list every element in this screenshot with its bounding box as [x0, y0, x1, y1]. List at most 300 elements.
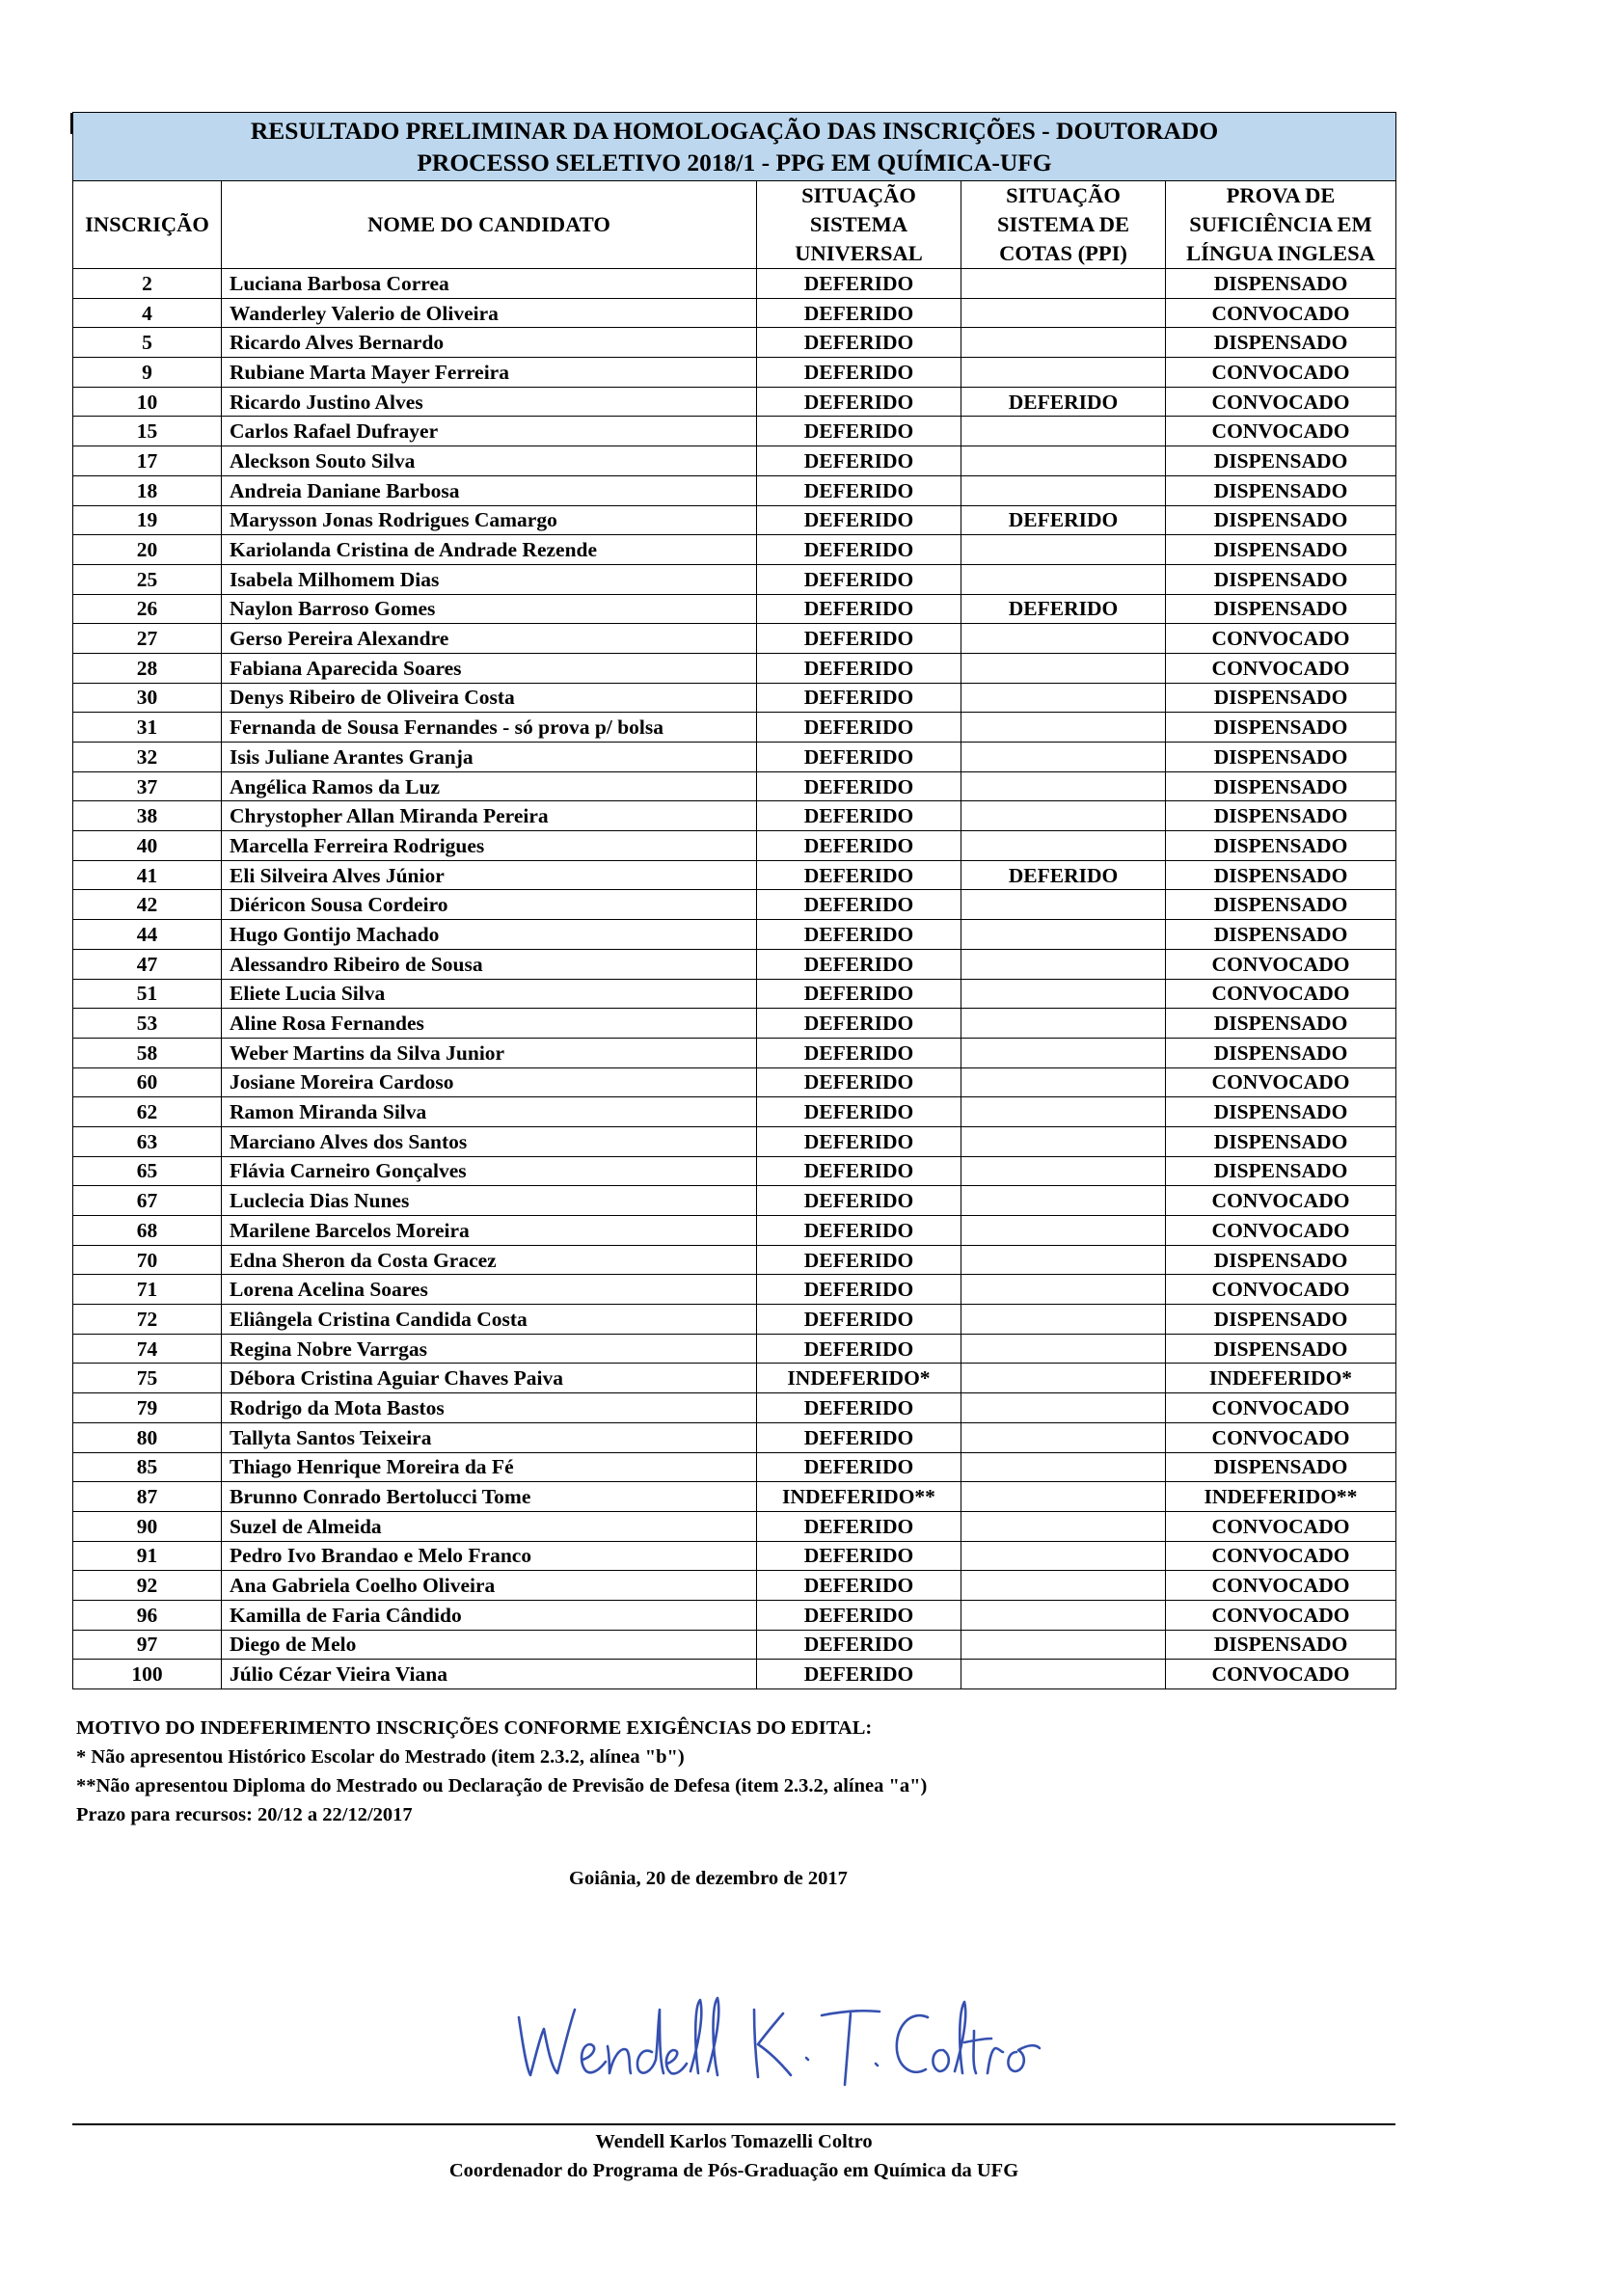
cell-universal: DEFERIDO — [757, 298, 961, 328]
cell-inscricao: 37 — [73, 771, 222, 801]
cell-cotas — [961, 1245, 1166, 1275]
cell-nome: Fabiana Aparecida Soares — [222, 653, 757, 683]
cell-prova: DISPENSADO — [1166, 594, 1396, 624]
cell-cotas — [961, 564, 1166, 594]
cell-prova: CONVOCADO — [1166, 1511, 1396, 1541]
cell-nome: Diéricon Sousa Cordeiro — [222, 890, 757, 920]
note-double-asterisk: **Não apresentou Diploma do Mestrado ou Declaração de Previsão de Defesa (item 2.3.2, alínea "a") — [76, 1775, 928, 1796]
title-line-2: PROCESSO SELETIVO 2018/1 - PPG EM QUÍMICA-UFG — [417, 149, 1052, 176]
cell-inscricao: 42 — [73, 890, 222, 920]
table-row — [73, 713, 1396, 743]
cell-nome: Carlos Rafael Dufrayer — [222, 417, 757, 446]
table-row — [73, 860, 1396, 890]
cell-universal: DEFERIDO — [757, 1600, 961, 1630]
handwritten-signature — [501, 1967, 1042, 2102]
cell-universal: DEFERIDO — [757, 624, 961, 654]
table-row — [73, 1156, 1396, 1186]
note-single-asterisk: * Não apresentou Histórico Escolar do Mestrado (item 2.3.2, alínea "b") — [76, 1746, 685, 1768]
cell-universal: DEFERIDO — [757, 1393, 961, 1423]
cell-cotas — [961, 1334, 1166, 1364]
cell-universal: DEFERIDO — [757, 1541, 961, 1571]
cell-prova: INDEFERIDO* — [1166, 1364, 1396, 1393]
cell-prova: CONVOCADO — [1166, 1393, 1396, 1423]
col-header-prova: PROVA DE SUFICIÊNCIA EM LÍNGUA INGLESA — [1166, 181, 1396, 269]
cell-universal: DEFERIDO — [757, 713, 961, 743]
cell-universal: INDEFERIDO** — [757, 1482, 961, 1512]
cell-universal: INDEFERIDO* — [757, 1364, 961, 1393]
cell-cotas — [961, 475, 1166, 505]
signer-name: Wendell Karlos Tomazelli Coltro — [595, 2131, 873, 2152]
cell-prova: CONVOCADO — [1166, 1660, 1396, 1689]
cell-cotas — [961, 417, 1166, 446]
cell-prova: CONVOCADO — [1166, 417, 1396, 446]
table-row — [73, 1216, 1396, 1246]
cell-prova: CONVOCADO — [1166, 1422, 1396, 1452]
table-row — [73, 1571, 1396, 1601]
table-row — [73, 1245, 1396, 1275]
signature-line — [72, 2123, 1395, 2125]
cell-nome: Marciano Alves dos Santos — [222, 1126, 757, 1156]
table-row — [73, 1009, 1396, 1039]
cell-prova: CONVOCADO — [1166, 1600, 1396, 1630]
cell-cotas — [961, 920, 1166, 950]
cell-nome: Hugo Gontijo Machado — [222, 920, 757, 950]
cell-nome: Denys Ribeiro de Oliveira Costa — [222, 683, 757, 713]
table-row — [73, 358, 1396, 388]
cell-prova: DISPENSADO — [1166, 831, 1396, 861]
cell-prova: CONVOCADO — [1166, 387, 1396, 417]
cell-inscricao: 38 — [73, 801, 222, 831]
cell-nome: Tallyta Santos Teixeira — [222, 1422, 757, 1452]
cell-universal: DEFERIDO — [757, 949, 961, 979]
table-row — [73, 505, 1396, 535]
cell-cotas — [961, 1038, 1166, 1067]
cell-inscricao: 19 — [73, 505, 222, 535]
cell-inscricao: 31 — [73, 713, 222, 743]
cell-nome: Pedro Ivo Brandao e Melo Franco — [222, 1541, 757, 1571]
cell-inscricao: 9 — [73, 358, 222, 388]
table-row — [73, 1126, 1396, 1156]
cell-nome: Isabela Milhomem Dias — [222, 564, 757, 594]
cell-cotas — [961, 1422, 1166, 1452]
cell-cotas — [961, 1009, 1166, 1039]
cell-prova: DISPENSADO — [1166, 1630, 1396, 1660]
cell-nome: Thiago Henrique Moreira da Fé — [222, 1452, 757, 1482]
cell-prova: DISPENSADO — [1166, 269, 1396, 299]
table-row — [73, 564, 1396, 594]
cell-cotas — [961, 535, 1166, 565]
cell-universal: DEFERIDO — [757, 1245, 961, 1275]
cell-universal: DEFERIDO — [757, 1038, 961, 1067]
cell-universal: DEFERIDO — [757, 1452, 961, 1482]
cell-cotas — [961, 1630, 1166, 1660]
table-title — [73, 113, 1396, 181]
cell-universal: DEFERIDO — [757, 269, 961, 299]
table-row — [73, 1097, 1396, 1127]
cell-inscricao: 90 — [73, 1511, 222, 1541]
cell-prova: CONVOCADO — [1166, 1571, 1396, 1601]
cell-universal: DEFERIDO — [757, 1186, 961, 1216]
cell-inscricao: 79 — [73, 1393, 222, 1423]
cell-prova: DISPENSADO — [1166, 564, 1396, 594]
cell-cotas — [961, 1126, 1166, 1156]
cell-universal: DEFERIDO — [757, 860, 961, 890]
table-row — [73, 920, 1396, 950]
results-table — [72, 112, 1396, 1689]
cell-prova: CONVOCADO — [1166, 1275, 1396, 1305]
cell-nome: Ricardo Justino Alves — [222, 387, 757, 417]
place-and-date: Goiânia, 20 de dezembro de 2017 — [569, 1868, 848, 1889]
cell-inscricao: 15 — [73, 417, 222, 446]
cell-inscricao: 62 — [73, 1097, 222, 1127]
cell-inscricao: 30 — [73, 683, 222, 713]
cell-universal: DEFERIDO — [757, 535, 961, 565]
table-row — [73, 387, 1396, 417]
table-row — [73, 1393, 1396, 1423]
cell-universal: DEFERIDO — [757, 743, 961, 772]
cell-inscricao: 60 — [73, 1067, 222, 1097]
table-row — [73, 298, 1396, 328]
cell-cotas — [961, 949, 1166, 979]
table-row — [73, 1334, 1396, 1364]
cell-nome: Ana Gabriela Coelho Oliveira — [222, 1571, 757, 1601]
cell-nome: Edna Sheron da Costa Gracez — [222, 1245, 757, 1275]
cell-prova: DISPENSADO — [1166, 505, 1396, 535]
table-row — [73, 1186, 1396, 1216]
cell-nome: Marilene Barcelos Moreira — [222, 1216, 757, 1246]
cell-nome: Brunno Conrado Bertolucci Tome — [222, 1482, 757, 1512]
table-row — [73, 1630, 1396, 1660]
cell-nome: Suzel de Almeida — [222, 1511, 757, 1541]
cell-inscricao: 2 — [73, 269, 222, 299]
cell-prova: DISPENSADO — [1166, 1452, 1396, 1482]
cell-universal: DEFERIDO — [757, 387, 961, 417]
cell-nome: Chrystopher Allan Miranda Pereira — [222, 801, 757, 831]
cell-universal: DEFERIDO — [757, 475, 961, 505]
cell-inscricao: 47 — [73, 949, 222, 979]
cell-inscricao: 63 — [73, 1126, 222, 1156]
cell-nome: Flávia Carneiro Gonçalves — [222, 1156, 757, 1186]
cell-cotas — [961, 1216, 1166, 1246]
cell-nome: Fernanda de Sousa Fernandes - só prova p/ bolsa — [222, 713, 757, 743]
cell-cotas: DEFERIDO — [961, 505, 1166, 535]
cell-universal: DEFERIDO — [757, 890, 961, 920]
cell-prova: DISPENSADO — [1166, 328, 1396, 358]
cell-prova: CONVOCADO — [1166, 1541, 1396, 1571]
cell-prova: DISPENSADO — [1166, 713, 1396, 743]
cell-prova: DISPENSADO — [1166, 1097, 1396, 1127]
cell-inscricao: 97 — [73, 1630, 222, 1660]
cell-prova: DISPENSADO — [1166, 475, 1396, 505]
col-header-nome: NOME DO CANDIDATO — [222, 181, 757, 269]
table-row — [73, 624, 1396, 654]
cell-nome: Diego de Melo — [222, 1630, 757, 1660]
table-row — [73, 683, 1396, 713]
cell-cotas — [961, 1275, 1166, 1305]
cell-nome: Wanderley Valerio de Oliveira — [222, 298, 757, 328]
title-line-1: RESULTADO PRELIMINAR DA HOMOLOGAÇÃO DAS INSCRIÇÕES - DOUTORADO — [250, 117, 1219, 145]
cell-universal: DEFERIDO — [757, 1216, 961, 1246]
table-row — [73, 979, 1396, 1009]
cell-prova: DISPENSADO — [1166, 1334, 1396, 1364]
cell-cotas — [961, 743, 1166, 772]
cell-inscricao: 26 — [73, 594, 222, 624]
cell-universal: DEFERIDO — [757, 594, 961, 624]
table-row — [73, 653, 1396, 683]
cell-cotas — [961, 890, 1166, 920]
cell-cotas — [961, 358, 1166, 388]
column-header-row — [73, 181, 1396, 269]
cell-inscricao: 58 — [73, 1038, 222, 1067]
cell-universal: DEFERIDO — [757, 801, 961, 831]
cell-universal: DEFERIDO — [757, 653, 961, 683]
table-row — [73, 1511, 1396, 1541]
cell-universal: DEFERIDO — [757, 1009, 961, 1039]
table-row — [73, 1422, 1396, 1452]
table-row — [73, 801, 1396, 831]
cell-nome: Marcella Ferreira Rodrigues — [222, 831, 757, 861]
cell-nome: Regina Nobre Varrgas — [222, 1334, 757, 1364]
cell-cotas: DEFERIDO — [961, 594, 1166, 624]
cell-nome: Eliângela Cristina Candida Costa — [222, 1305, 757, 1335]
cell-universal: DEFERIDO — [757, 1126, 961, 1156]
cell-cotas — [961, 683, 1166, 713]
cell-inscricao: 17 — [73, 446, 222, 476]
cell-nome: Josiane Moreira Cardoso — [222, 1067, 757, 1097]
table-row — [73, 1660, 1396, 1689]
table-row — [73, 771, 1396, 801]
cell-universal: DEFERIDO — [757, 1067, 961, 1097]
cell-prova: DISPENSADO — [1166, 1305, 1396, 1335]
cell-cotas — [961, 1660, 1166, 1689]
cell-universal: DEFERIDO — [757, 1275, 961, 1305]
cell-nome: Luciana Barbosa Correa — [222, 269, 757, 299]
cell-inscricao: 70 — [73, 1245, 222, 1275]
cell-prova: DISPENSADO — [1166, 1126, 1396, 1156]
cell-prova: DISPENSADO — [1166, 801, 1396, 831]
cell-nome: Ricardo Alves Bernardo — [222, 328, 757, 358]
cell-prova: CONVOCADO — [1166, 624, 1396, 654]
cell-inscricao: 75 — [73, 1364, 222, 1393]
cell-nome: Angélica Ramos da Luz — [222, 771, 757, 801]
col-header-inscricao: INSCRIÇÃO — [73, 181, 222, 269]
cell-nome: Rodrigo da Mota Bastos — [222, 1393, 757, 1423]
cell-prova: CONVOCADO — [1166, 1186, 1396, 1216]
cell-prova: DISPENSADO — [1166, 1038, 1396, 1067]
cell-nome: Aline Rosa Fernandes — [222, 1009, 757, 1039]
cell-nome: Naylon Barroso Gomes — [222, 594, 757, 624]
rejection-notes — [76, 1714, 927, 1829]
table-body — [73, 269, 1396, 1689]
cell-nome: Eliete Lucia Silva — [222, 979, 757, 1009]
cell-cotas — [961, 831, 1166, 861]
cell-inscricao: 25 — [73, 564, 222, 594]
cell-universal: DEFERIDO — [757, 1422, 961, 1452]
cell-cotas — [961, 1511, 1166, 1541]
cell-nome: Isis Juliane Arantes Granja — [222, 743, 757, 772]
cell-inscricao: 4 — [73, 298, 222, 328]
table-row — [73, 831, 1396, 861]
cell-universal: DEFERIDO — [757, 831, 961, 861]
cell-inscricao: 65 — [73, 1156, 222, 1186]
cell-prova: CONVOCADO — [1166, 298, 1396, 328]
cell-nome: Kariolanda Cristina de Andrade Rezende — [222, 535, 757, 565]
table-row — [73, 1364, 1396, 1393]
cell-cotas — [961, 1541, 1166, 1571]
cell-universal: DEFERIDO — [757, 1097, 961, 1127]
cell-inscricao: 85 — [73, 1452, 222, 1482]
cell-universal: DEFERIDO — [757, 771, 961, 801]
cell-inscricao: 74 — [73, 1334, 222, 1364]
cell-prova: DISPENSADO — [1166, 1245, 1396, 1275]
cell-universal: DEFERIDO — [757, 1511, 961, 1541]
cell-universal: DEFERIDO — [757, 979, 961, 1009]
cell-nome: Lorena Acelina Soares — [222, 1275, 757, 1305]
cell-inscricao: 96 — [73, 1600, 222, 1630]
signer-role: Coordenador do Programa de Pós-Graduação em Química da UFG — [448, 2160, 1019, 2181]
cell-cotas — [961, 1186, 1166, 1216]
cell-cotas: DEFERIDO — [961, 387, 1166, 417]
cell-prova: DISPENSADO — [1166, 535, 1396, 565]
cell-inscricao: 41 — [73, 860, 222, 890]
cell-cotas — [961, 328, 1166, 358]
cell-inscricao: 44 — [73, 920, 222, 950]
cell-cotas — [961, 979, 1166, 1009]
cell-inscricao: 53 — [73, 1009, 222, 1039]
cell-universal: DEFERIDO — [757, 1156, 961, 1186]
cell-cotas — [961, 653, 1166, 683]
cell-inscricao: 32 — [73, 743, 222, 772]
cell-nome: Andreia Daniane Barbosa — [222, 475, 757, 505]
appeal-deadline: Prazo para recursos: 20/12 a 22/12/2017 — [76, 1804, 413, 1825]
cell-universal: DEFERIDO — [757, 920, 961, 950]
cell-universal: DEFERIDO — [757, 446, 961, 476]
cell-inscricao: 18 — [73, 475, 222, 505]
cell-cotas — [961, 713, 1166, 743]
table-row — [73, 1305, 1396, 1335]
cell-inscricao: 100 — [73, 1660, 222, 1689]
cell-cotas — [961, 801, 1166, 831]
cell-universal: DEFERIDO — [757, 358, 961, 388]
cell-nome: Kamilla de Faria Cândido — [222, 1600, 757, 1630]
table-row — [73, 1600, 1396, 1630]
cell-prova: CONVOCADO — [1166, 358, 1396, 388]
cell-nome: Weber Martins da Silva Junior — [222, 1038, 757, 1067]
cell-inscricao: 92 — [73, 1571, 222, 1601]
cell-inscricao: 10 — [73, 387, 222, 417]
cell-inscricao: 5 — [73, 328, 222, 358]
cell-nome: Marysson Jonas Rodrigues Camargo — [222, 505, 757, 535]
cell-inscricao: 68 — [73, 1216, 222, 1246]
cell-cotas — [961, 1393, 1166, 1423]
cell-cotas — [961, 1305, 1166, 1335]
cell-cotas — [961, 298, 1166, 328]
cell-inscricao: 87 — [73, 1482, 222, 1512]
cell-nome: Eli Silveira Alves Júnior — [222, 860, 757, 890]
cell-cotas — [961, 1364, 1166, 1393]
cell-inscricao: 71 — [73, 1275, 222, 1305]
cell-inscricao: 67 — [73, 1186, 222, 1216]
cell-prova: DISPENSADO — [1166, 771, 1396, 801]
cell-inscricao: 91 — [73, 1541, 222, 1571]
cell-inscricao: 20 — [73, 535, 222, 565]
cell-cotas — [961, 1097, 1166, 1127]
notes-heading: MOTIVO DO INDEFERIMENTO INSCRIÇÕES CONFORME EXIGÊNCIAS DO EDITAL: — [76, 1717, 873, 1739]
table-row — [73, 594, 1396, 624]
cell-prova: DISPENSADO — [1166, 860, 1396, 890]
cell-prova: DISPENSADO — [1166, 1156, 1396, 1186]
table-row — [73, 328, 1396, 358]
cell-prova: DISPENSADO — [1166, 683, 1396, 713]
cell-prova: INDEFERIDO** — [1166, 1482, 1396, 1512]
cell-prova: CONVOCADO — [1166, 979, 1396, 1009]
cell-nome: Rubiane Marta Mayer Ferreira — [222, 358, 757, 388]
cell-universal: DEFERIDO — [757, 505, 961, 535]
cell-nome: Luclecia Dias Nunes — [222, 1186, 757, 1216]
cell-cotas — [961, 1452, 1166, 1482]
cell-inscricao: 51 — [73, 979, 222, 1009]
cell-inscricao: 27 — [73, 624, 222, 654]
cell-inscricao: 40 — [73, 831, 222, 861]
cell-prova: CONVOCADO — [1166, 949, 1396, 979]
cell-cotas — [961, 624, 1166, 654]
cell-universal: DEFERIDO — [757, 564, 961, 594]
cell-cotas — [961, 1067, 1166, 1097]
cell-inscricao: 72 — [73, 1305, 222, 1335]
cell-universal: DEFERIDO — [757, 328, 961, 358]
cell-prova: DISPENSADO — [1166, 446, 1396, 476]
table-row — [73, 743, 1396, 772]
cell-inscricao: 28 — [73, 653, 222, 683]
cell-nome: Júlio Cézar Vieira Viana — [222, 1660, 757, 1689]
cell-prova: DISPENSADO — [1166, 1009, 1396, 1039]
cell-prova: CONVOCADO — [1166, 1216, 1396, 1246]
table-row — [73, 1541, 1396, 1571]
cell-nome: Ramon Miranda Silva — [222, 1097, 757, 1127]
cell-prova: DISPENSADO — [1166, 920, 1396, 950]
table-row — [73, 269, 1396, 299]
cell-cotas — [961, 1156, 1166, 1186]
table-row — [73, 949, 1396, 979]
cell-cotas — [961, 446, 1166, 476]
cell-cotas — [961, 269, 1166, 299]
cell-universal: DEFERIDO — [757, 1660, 961, 1689]
cell-cotas — [961, 771, 1166, 801]
table-row — [73, 417, 1396, 446]
cell-universal: DEFERIDO — [757, 1334, 961, 1364]
table-row — [73, 475, 1396, 505]
cell-universal: DEFERIDO — [757, 683, 961, 713]
cell-prova: CONVOCADO — [1166, 653, 1396, 683]
table-row — [73, 1038, 1396, 1067]
cell-universal: DEFERIDO — [757, 417, 961, 446]
col-header-cotas: SITUAÇÃO SISTEMA DE COTAS (PPI) — [961, 181, 1166, 269]
cell-cotas — [961, 1571, 1166, 1601]
col-header-universal: SITUAÇÃO SISTEMA UNIVERSAL — [757, 181, 961, 269]
cell-nome: Aleckson Souto Silva — [222, 446, 757, 476]
table-row — [73, 446, 1396, 476]
table-row — [73, 1067, 1396, 1097]
cell-prova: CONVOCADO — [1166, 1067, 1396, 1097]
cell-universal: DEFERIDO — [757, 1571, 961, 1601]
table-row — [73, 1482, 1396, 1512]
cell-universal: DEFERIDO — [757, 1305, 961, 1335]
table-row — [73, 1275, 1396, 1305]
cell-prova: DISPENSADO — [1166, 890, 1396, 920]
table-row — [73, 890, 1396, 920]
cell-cotas — [961, 1482, 1166, 1512]
cell-cotas: DEFERIDO — [961, 860, 1166, 890]
